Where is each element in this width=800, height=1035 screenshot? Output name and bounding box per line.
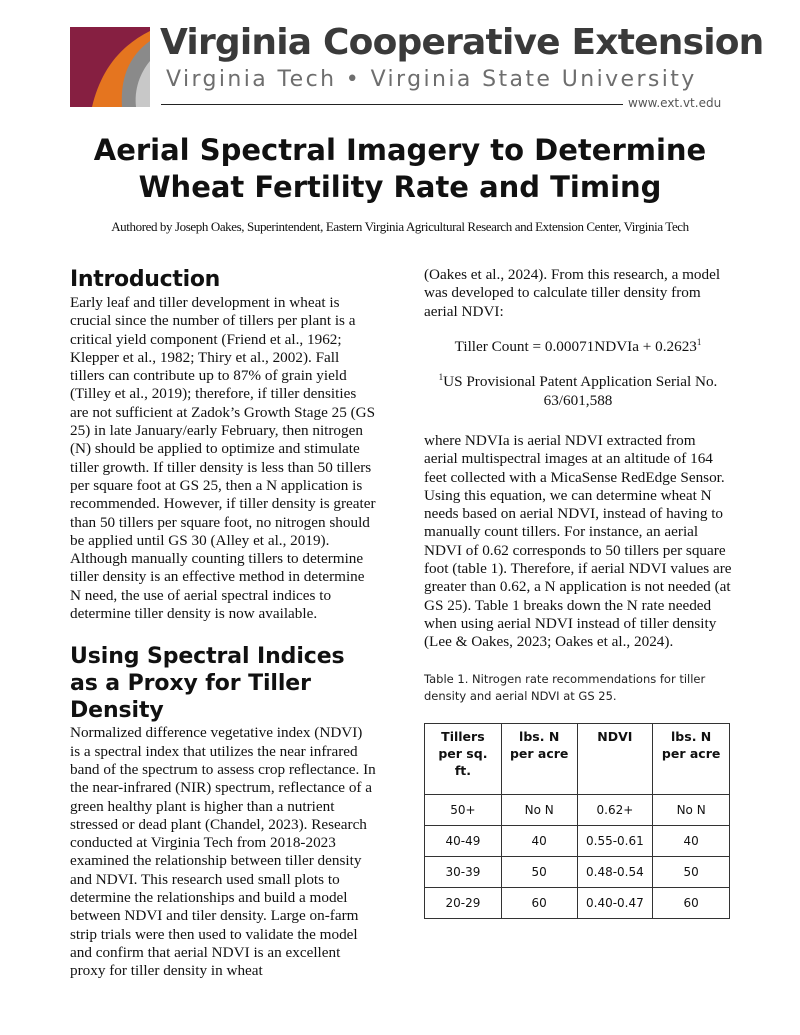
university-names: Virginia Tech • Virginia State University (166, 67, 697, 92)
patent-footnote-mark: 1 (438, 372, 444, 383)
ndvi-explanation-paragraph: where NDVIa is aerial NDVI extracted from aerial multispectral images at an altitude of 164 feet collected with a MicaSense RedEdge Sensor. Using this equation, we can determine wheat N needs based on aerial NDVI, instead of having to manually count tillers. For instance, an aerial NDVI of 0.62 corresponds to 50 tillers per square foot (table 1). Therefore, if aerial NDVI values are greater than 0.62, a N application is not needed (at GS 25). Table 1 breaks down the N rate needed when using aerial NDVI instead of tiller density (Lee & Oakes, 2023; Oakes et al., 2024). (424, 431, 732, 651)
patent-footnote (424, 368, 732, 410)
continuation-paragraph: (Oakes et al., 2024). From this research, a model was developed to calculate tiller density from aerial NDVI: (424, 266, 721, 320)
table-cell: 60 (653, 888, 730, 919)
header-ndvi: NDVI (577, 724, 653, 795)
table-cell: 0.62+ (577, 795, 653, 826)
table-header-row (425, 724, 730, 795)
introduction-paragraph: Early leaf and tiller development in wheat is crucial since the number of tillers per plant is a critical yield component (Friend et al., 1962; Klepper et al., 1982; Thiry et al., 2002). Fall tillers can contribute up to 87% of grain yield (Tilley et al., 2019); therefore, if tiller densities are not sufficient at Zadok’s Growth Stage 25 (GS 25) in late January/early February, then nitrogen (N) should be applied to optimize and stimulate tiller growth. If tiller density is less than 50 tillers per square foot at GS 25, then a N application is recommended. However, if tiller density is greater than 50 tillers per square foot, no nitrogen should be applied until GS 30 (Alley et al., 2019). Although manually counting tillers to determine tiller density is an effective method in determine N need, the use of aerial spectral indices to determine tiller density is now available. (70, 294, 376, 623)
header-divider (161, 104, 623, 105)
table-cell: 30-39 (425, 857, 502, 888)
header-tillers: Tillers per sq. ft. (425, 724, 502, 795)
right-column (424, 266, 732, 919)
table-cell: 0.55-0.61 (577, 826, 653, 857)
table-cell: 0.40-0.47 (577, 888, 653, 919)
extension-url[interactable]: www.ext.vt.edu (628, 96, 722, 110)
table-row (425, 888, 730, 919)
spectral-indices-heading: Using Spectral Indices as a Proxy for Tiller Density (70, 644, 345, 724)
nitrogen-rate-table (424, 723, 730, 919)
table-row (425, 795, 730, 826)
table-cell: 50 (653, 857, 730, 888)
table-cell: 20-29 (425, 888, 502, 919)
document-title: Aerial Spectral Imagery to Determine Wheat Fertility Rate and Timing (93, 133, 707, 204)
equation-footnote-mark: 1 (696, 336, 702, 347)
left-column (70, 266, 376, 981)
table-caption: Table 1. Nitrogen rate recommendations for tiller density and aerial NDVI at GS 25. (424, 672, 706, 704)
table-cell: No N (653, 795, 730, 826)
table-cell: 40 (653, 826, 730, 857)
spectral-indices-paragraph: Normalized difference vegetative index (NDVI) is a spectral index that utilizes the near infrared band of the spectrum to assess crop reflectance. In the near-infrared (NIR) spectrum, reflectance of a green healthy plant is higher than a nutrient stressed or dead plant (Chandel, 2023). Research conducted at Virginia Tech from 2018-2023 examined the relationship between tiller density and NDVI. This research used small plots to determine the relationships and build a model between NDVI and tiler density. Large on-farm strip trials were then used to validate the model and confirm that aerial NDVI is an excellent proxy for tiller density in wheat (70, 724, 376, 980)
introduction-heading: Introduction (70, 267, 221, 292)
tiller-count-equation (424, 333, 732, 356)
author-byline: Authored by Joseph Oakes, Superintendent, Eastern Virginia Agricultural Research and Extension Center, Virginia Tech (111, 219, 689, 234)
table-row (425, 826, 730, 857)
table-cell: 40-49 (425, 826, 502, 857)
org-name: Virginia Cooperative Extension (160, 22, 764, 63)
patent-text: US Provisional Patent Application Serial No. 63/601,588 (443, 373, 718, 409)
table-cell: 50 (501, 857, 577, 888)
header-lbs-n-tillers: lbs. N per acre (501, 724, 577, 795)
table-cell: 60 (501, 888, 577, 919)
equation-text: Tiller Count = 0.00071NDVIa + 0.2623 (454, 337, 697, 355)
table-row (425, 857, 730, 888)
header-lbs-n-ndvi: lbs. N per acre (653, 724, 730, 795)
table-cell: 40 (501, 826, 577, 857)
vce-logo-icon (70, 27, 150, 107)
table-cell: No N (501, 795, 577, 826)
table-cell: 50+ (425, 795, 502, 826)
table-cell: 0.48-0.54 (577, 857, 653, 888)
